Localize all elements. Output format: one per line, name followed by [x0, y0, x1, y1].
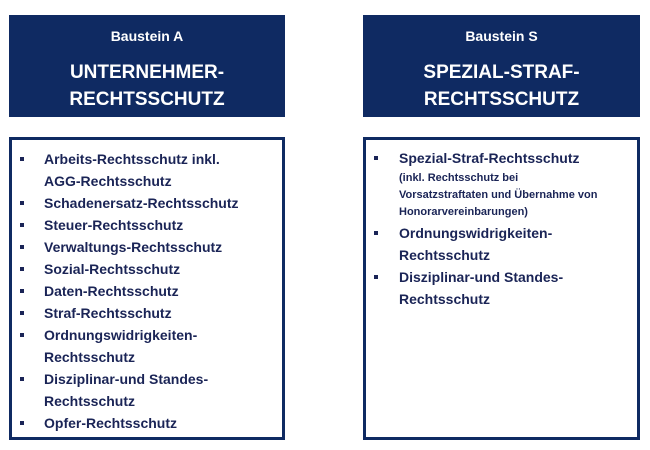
- bullet-icon: [20, 311, 24, 315]
- list-item: [12, 280, 282, 302]
- module-s-title-line: SPEZIAL-STRAF-: [423, 62, 580, 83]
- bullet-icon: [20, 267, 24, 271]
- list-item-text: Disziplinar-und Standes-: [399, 269, 564, 285]
- list-item-note-text: Honorarvereinbarungen): [399, 206, 528, 218]
- list-item-text: Spezial-Straf-Rechtsschutz: [399, 150, 580, 166]
- bullet-icon: [20, 201, 24, 205]
- list-item-text: Arbeits-Rechtsschutz inkl.: [44, 151, 220, 167]
- module-s-header: [363, 15, 640, 117]
- module-a-title: [9, 59, 285, 113]
- module-a-title-line: RECHTSSCHUTZ: [69, 89, 225, 110]
- bullet-icon: [20, 377, 24, 381]
- list-item: [12, 368, 282, 412]
- list-item-text: Rechtsschutz: [44, 393, 136, 409]
- list-item: [12, 258, 282, 280]
- bullet-icon: [20, 245, 24, 249]
- list-item: [12, 192, 282, 214]
- module-a-header: [9, 15, 285, 117]
- list-item: [12, 412, 282, 434]
- module-a-label: Baustein A: [110, 28, 184, 44]
- bullet-icon: [20, 333, 24, 337]
- list-item-text: Verwaltungs-Rechtsschutz: [44, 239, 223, 255]
- list-item-text: Ordnungswidrigkeiten-: [44, 327, 198, 343]
- list-item-text: Schadenersatz-Rechtsschutz: [44, 195, 239, 211]
- list-item-text: Straf-Rechtsschutz: [44, 305, 172, 321]
- bullet-icon: [20, 223, 24, 227]
- module-a-coverage-list-box: [9, 137, 285, 440]
- list-item-text: Opfer-Rechtsschutz: [44, 415, 178, 431]
- list-item-text: Steuer-Rechtsschutz: [44, 217, 184, 233]
- list-item: [366, 222, 637, 266]
- module-s-title: [363, 59, 640, 113]
- list-item-note-text: (inkl. Rechtsschutz bei: [399, 172, 519, 184]
- bullet-icon: [374, 156, 378, 160]
- list-item-text: Rechtsschutz: [399, 247, 491, 263]
- module-s-title-line: RECHTSSCHUTZ: [423, 89, 580, 110]
- list-item-text: Ordnungswidrigkeiten-: [399, 225, 553, 241]
- module-s-label: Baustein S: [465, 28, 538, 44]
- list-item-note-text: Vorsatzstraftaten und Übernahme von: [399, 189, 598, 201]
- list-item-text: Disziplinar-und Standes-: [44, 371, 209, 387]
- list-item: [12, 324, 282, 368]
- module-a-coverage-list: [12, 140, 282, 434]
- bullet-icon: [374, 275, 378, 279]
- list-item: [12, 214, 282, 236]
- module-s-coverage-list: [366, 140, 637, 310]
- bullet-icon: [20, 289, 24, 293]
- list-item-text: Sozial-Rechtsschutz: [44, 261, 181, 277]
- bullet-icon: [20, 421, 24, 425]
- bullet-icon: [20, 157, 24, 161]
- list-item: [366, 266, 637, 310]
- list-item-text: Daten-Rechtsschutz: [44, 283, 179, 299]
- list-item-text: AGG-Rechtsschutz: [44, 173, 172, 189]
- list-item-text: Rechtsschutz: [399, 291, 491, 307]
- list-item-text: Rechtsschutz: [44, 349, 136, 365]
- list-item: [366, 147, 637, 221]
- module-s-coverage-list-box: [363, 137, 640, 440]
- list-item: [12, 302, 282, 324]
- list-item: [12, 236, 282, 258]
- bullet-icon: [374, 231, 378, 235]
- list-item-note: [399, 170, 631, 221]
- list-item: [12, 148, 282, 192]
- module-a-title-line: UNTERNEHMER-: [69, 62, 225, 83]
